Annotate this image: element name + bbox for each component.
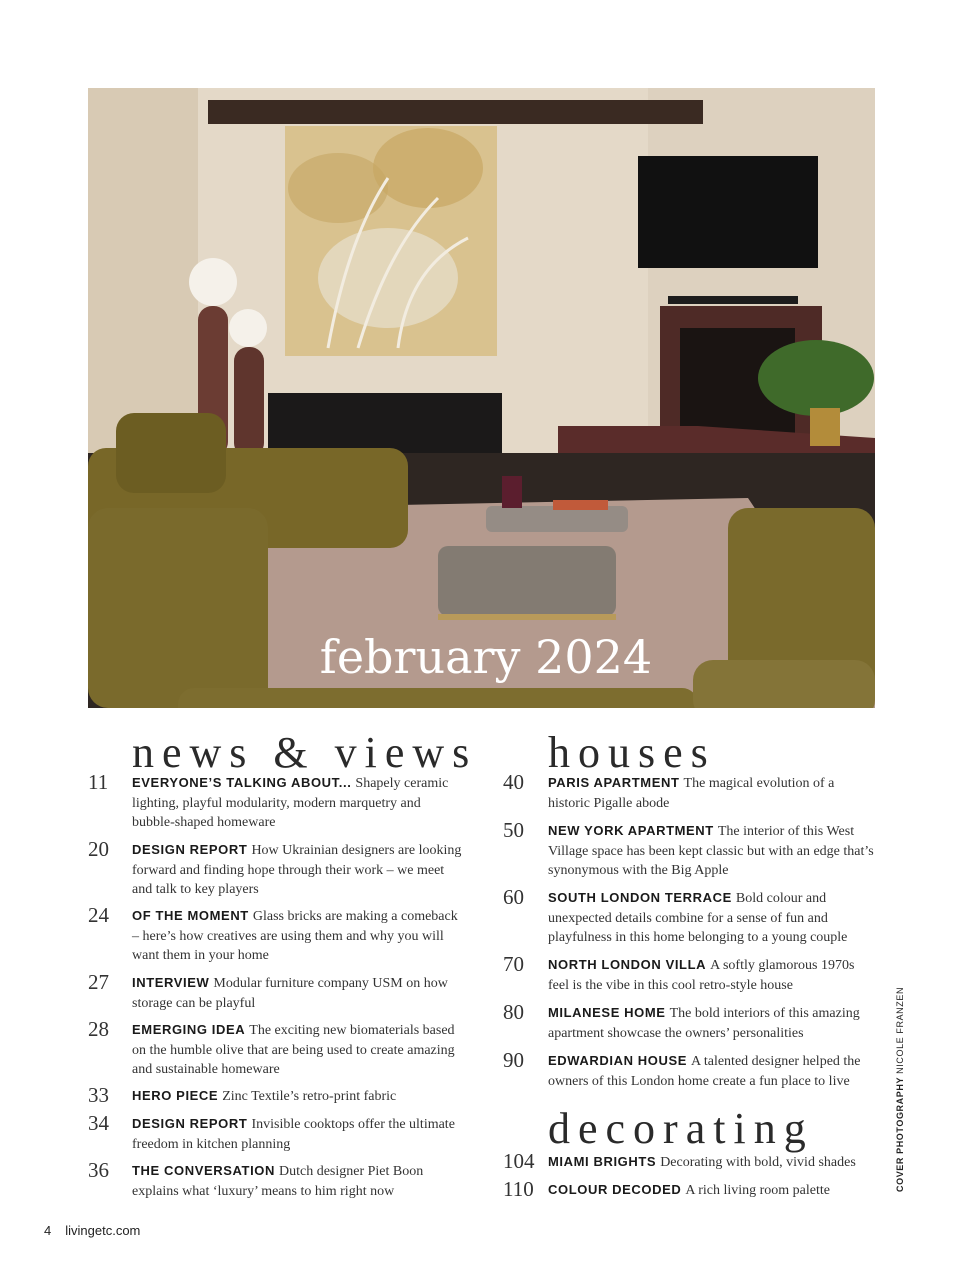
entry-description: Glass bricks are making a comeback – here’s how creatives are using them and why you will want them in your home: [132, 909, 458, 963]
entry-keyword: SOUTH LONDON TERRACE: [548, 890, 732, 905]
photo-credit: [895, 987, 905, 1192]
page-footer: [44, 1223, 140, 1238]
entry-keyword: DESIGN REPORT: [132, 1116, 248, 1131]
entry-keyword: HERO PIECE: [132, 1088, 219, 1103]
entry-keyword: COLOUR DECODED: [548, 1182, 682, 1197]
page-number: 40: [503, 770, 524, 794]
entry-description: Modular furniture company USM on how storage can be playful: [132, 976, 448, 1011]
entry-description: A softly glamorous 1970s feel is the vibe in this cool retro-style house: [548, 958, 855, 993]
entry-description: How Ukrainian designers are looking forward and finding hope through their work – we meet and talk to key players: [132, 843, 462, 897]
issue-date-title: february 2024: [319, 630, 653, 684]
entry-description: A talented designer helped the owners of this London home create a fun place to live: [548, 1054, 861, 1089]
page-number: 28: [88, 1017, 109, 1041]
site-url[interactable]: livingetc.com: [65, 1223, 141, 1238]
page-number: 90: [503, 1048, 524, 1072]
page-number: 20: [88, 837, 109, 861]
entry-description: A rich living room palette: [685, 1183, 830, 1198]
entry-keyword: INTERVIEW: [132, 975, 210, 990]
entry-description: The exciting new biomaterials based on the humble olive that are being used to create amazing and sustainable homeware: [132, 1023, 455, 1077]
entry-keyword: DESIGN REPORT: [132, 842, 248, 857]
page-number: 50: [503, 818, 524, 842]
credit-name: NICOLE FRANZEN: [895, 986, 905, 1074]
entry-description: The magical evolution of a historic Pigalle abode: [548, 776, 835, 811]
entry-keyword: NORTH LONDON VILLA: [548, 957, 707, 972]
page-number: 70: [503, 952, 524, 976]
entry-keyword: EDWARDIAN HOUSE: [548, 1053, 688, 1068]
news-views-heading: news & views: [132, 728, 478, 777]
page-number: 24: [88, 903, 109, 927]
page-number: 80: [503, 1000, 524, 1024]
entry-description: Decorating with bold, vivid shades: [660, 1155, 856, 1170]
entry-description: Dutch designer Piet Boon explains what ‘luxury’ means to him right now: [132, 1164, 424, 1199]
entry-description: Invisible cooktops offer the ultimate freedom in kitchen planning: [132, 1117, 455, 1152]
page-number: 60: [503, 885, 524, 909]
entry-description: The interior of this West Village space has been kept classic but with an edge that’s synonymous with the Big Apple: [548, 824, 874, 878]
living-room-illustration: [88, 88, 875, 708]
decorating-heading: decorating: [548, 1104, 814, 1153]
cover-photo: [88, 88, 875, 708]
entry-keyword: NEW YORK APARTMENT: [548, 823, 714, 838]
entry-description: Bold colour and unexpected details combine for a sense of fun and playfulness in this home belonging to a young couple: [548, 891, 848, 945]
entry-description: The bold interiors of this amazing apartment showcase the owners’ personalities: [548, 1006, 860, 1041]
credit-label: COVER PHOTOGRAPHY: [895, 1076, 905, 1192]
entry-keyword: PARIS APARTMENT: [548, 775, 680, 790]
page-number: 110: [503, 1177, 534, 1201]
page-number: 11: [88, 770, 109, 794]
entry-keyword: EVERYONE’S TALKING ABOUT...: [132, 775, 352, 790]
entry-keyword: EMERGING IDEA: [132, 1022, 246, 1037]
entry-keyword: MILANESE HOME: [548, 1005, 666, 1020]
entry-keyword: MIAMI BRIGHTS: [548, 1154, 657, 1169]
page-number: 33: [88, 1083, 109, 1107]
page-number: 27: [88, 970, 109, 994]
folio-number: 4: [44, 1223, 52, 1238]
page-number: 104: [503, 1149, 535, 1173]
entry-description: Shapely ceramic lighting, playful modularity, modern marquetry and bubble-shaped homeware: [132, 776, 449, 830]
entry-description: Zinc Textile’s retro-print fabric: [222, 1089, 397, 1104]
houses-heading: houses: [548, 728, 716, 777]
page-number: 36: [88, 1158, 109, 1182]
page-number: 34: [88, 1111, 109, 1135]
entry-keyword: OF THE MOMENT: [132, 908, 249, 923]
entry-keyword: THE CONVERSATION: [132, 1163, 275, 1178]
